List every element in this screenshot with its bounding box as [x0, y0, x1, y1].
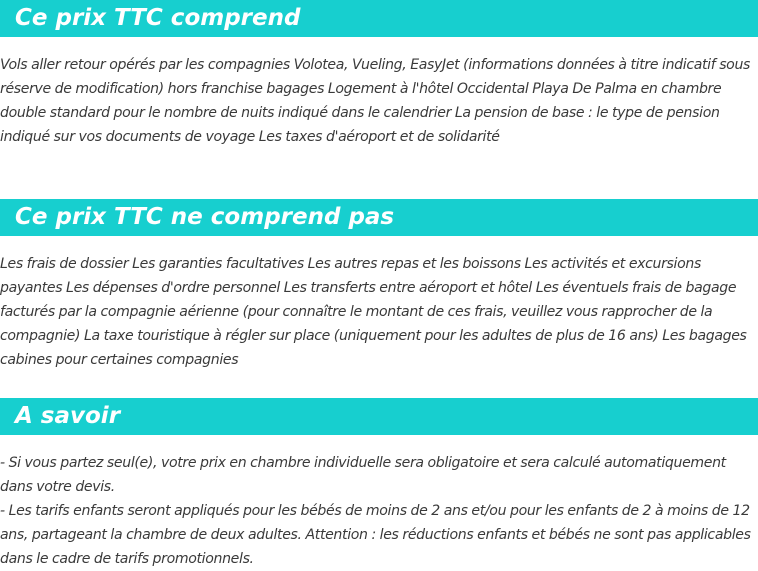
section-title-not-included: Ce prix TTC ne comprend pas	[15, 204, 395, 230]
section-header-good-to-know	[0, 398, 758, 435]
included-text: Vols aller retour opérés par les compagnies Volotea, Vueling, EasyJet (informations données à titre indicatif sous réserve de modification) hors franchise bagages Logement à l'hôtel Occidental Playa De Palma en chambre double standard pour le nombre de nuits indiqué dans le calendrier La pension de base : le type de pension indiqué sur vos documents de voyage Les taxes d'aéroport et de solidarité	[0, 57, 751, 145]
good-to-know-item-single: - Si vous partez seul(e), votre prix en chambre individuelle sera obligatoire et sera calculé automatiquement dans votre devis.	[0, 455, 726, 495]
good-to-know-item-children: - Les tarifs enfants seront appliqués pour les bébés de moins de 2 ans et/ou pour les enfants de 2 à moins de 12 ans, partageant la chambre de deux adultes. Attention : les réductions enfants et bébés ne sont pas applicables dans le cadre de tarifs promotionnels.	[0, 503, 751, 567]
section-body-included	[0, 53, 758, 149]
section-body-not-included	[0, 252, 758, 372]
section-title-good-to-know: A savoir	[15, 403, 121, 429]
not-included-text: Les frais de dossier Les garanties facultatives Les autres repas et les boissons Les activités et excursions payantes Les dépenses d'ordre personnel Les transferts entre aéroport et hôtel Les éventuels frais de bagage facturés par la compagnie aérienne (pour connaître le montant de ces frais, veuillez vous rapprocher de la compagnie) La taxe touristique à régler sur place (uniquement pour les adultes de plus de 16 ans) Les bagages cabines pour certaines compagnies	[0, 256, 747, 368]
section-body-good-to-know	[0, 451, 758, 571]
section-header-included	[0, 0, 758, 37]
section-header-not-included	[0, 199, 758, 236]
section-title-included: Ce prix TTC comprend	[15, 5, 301, 31]
